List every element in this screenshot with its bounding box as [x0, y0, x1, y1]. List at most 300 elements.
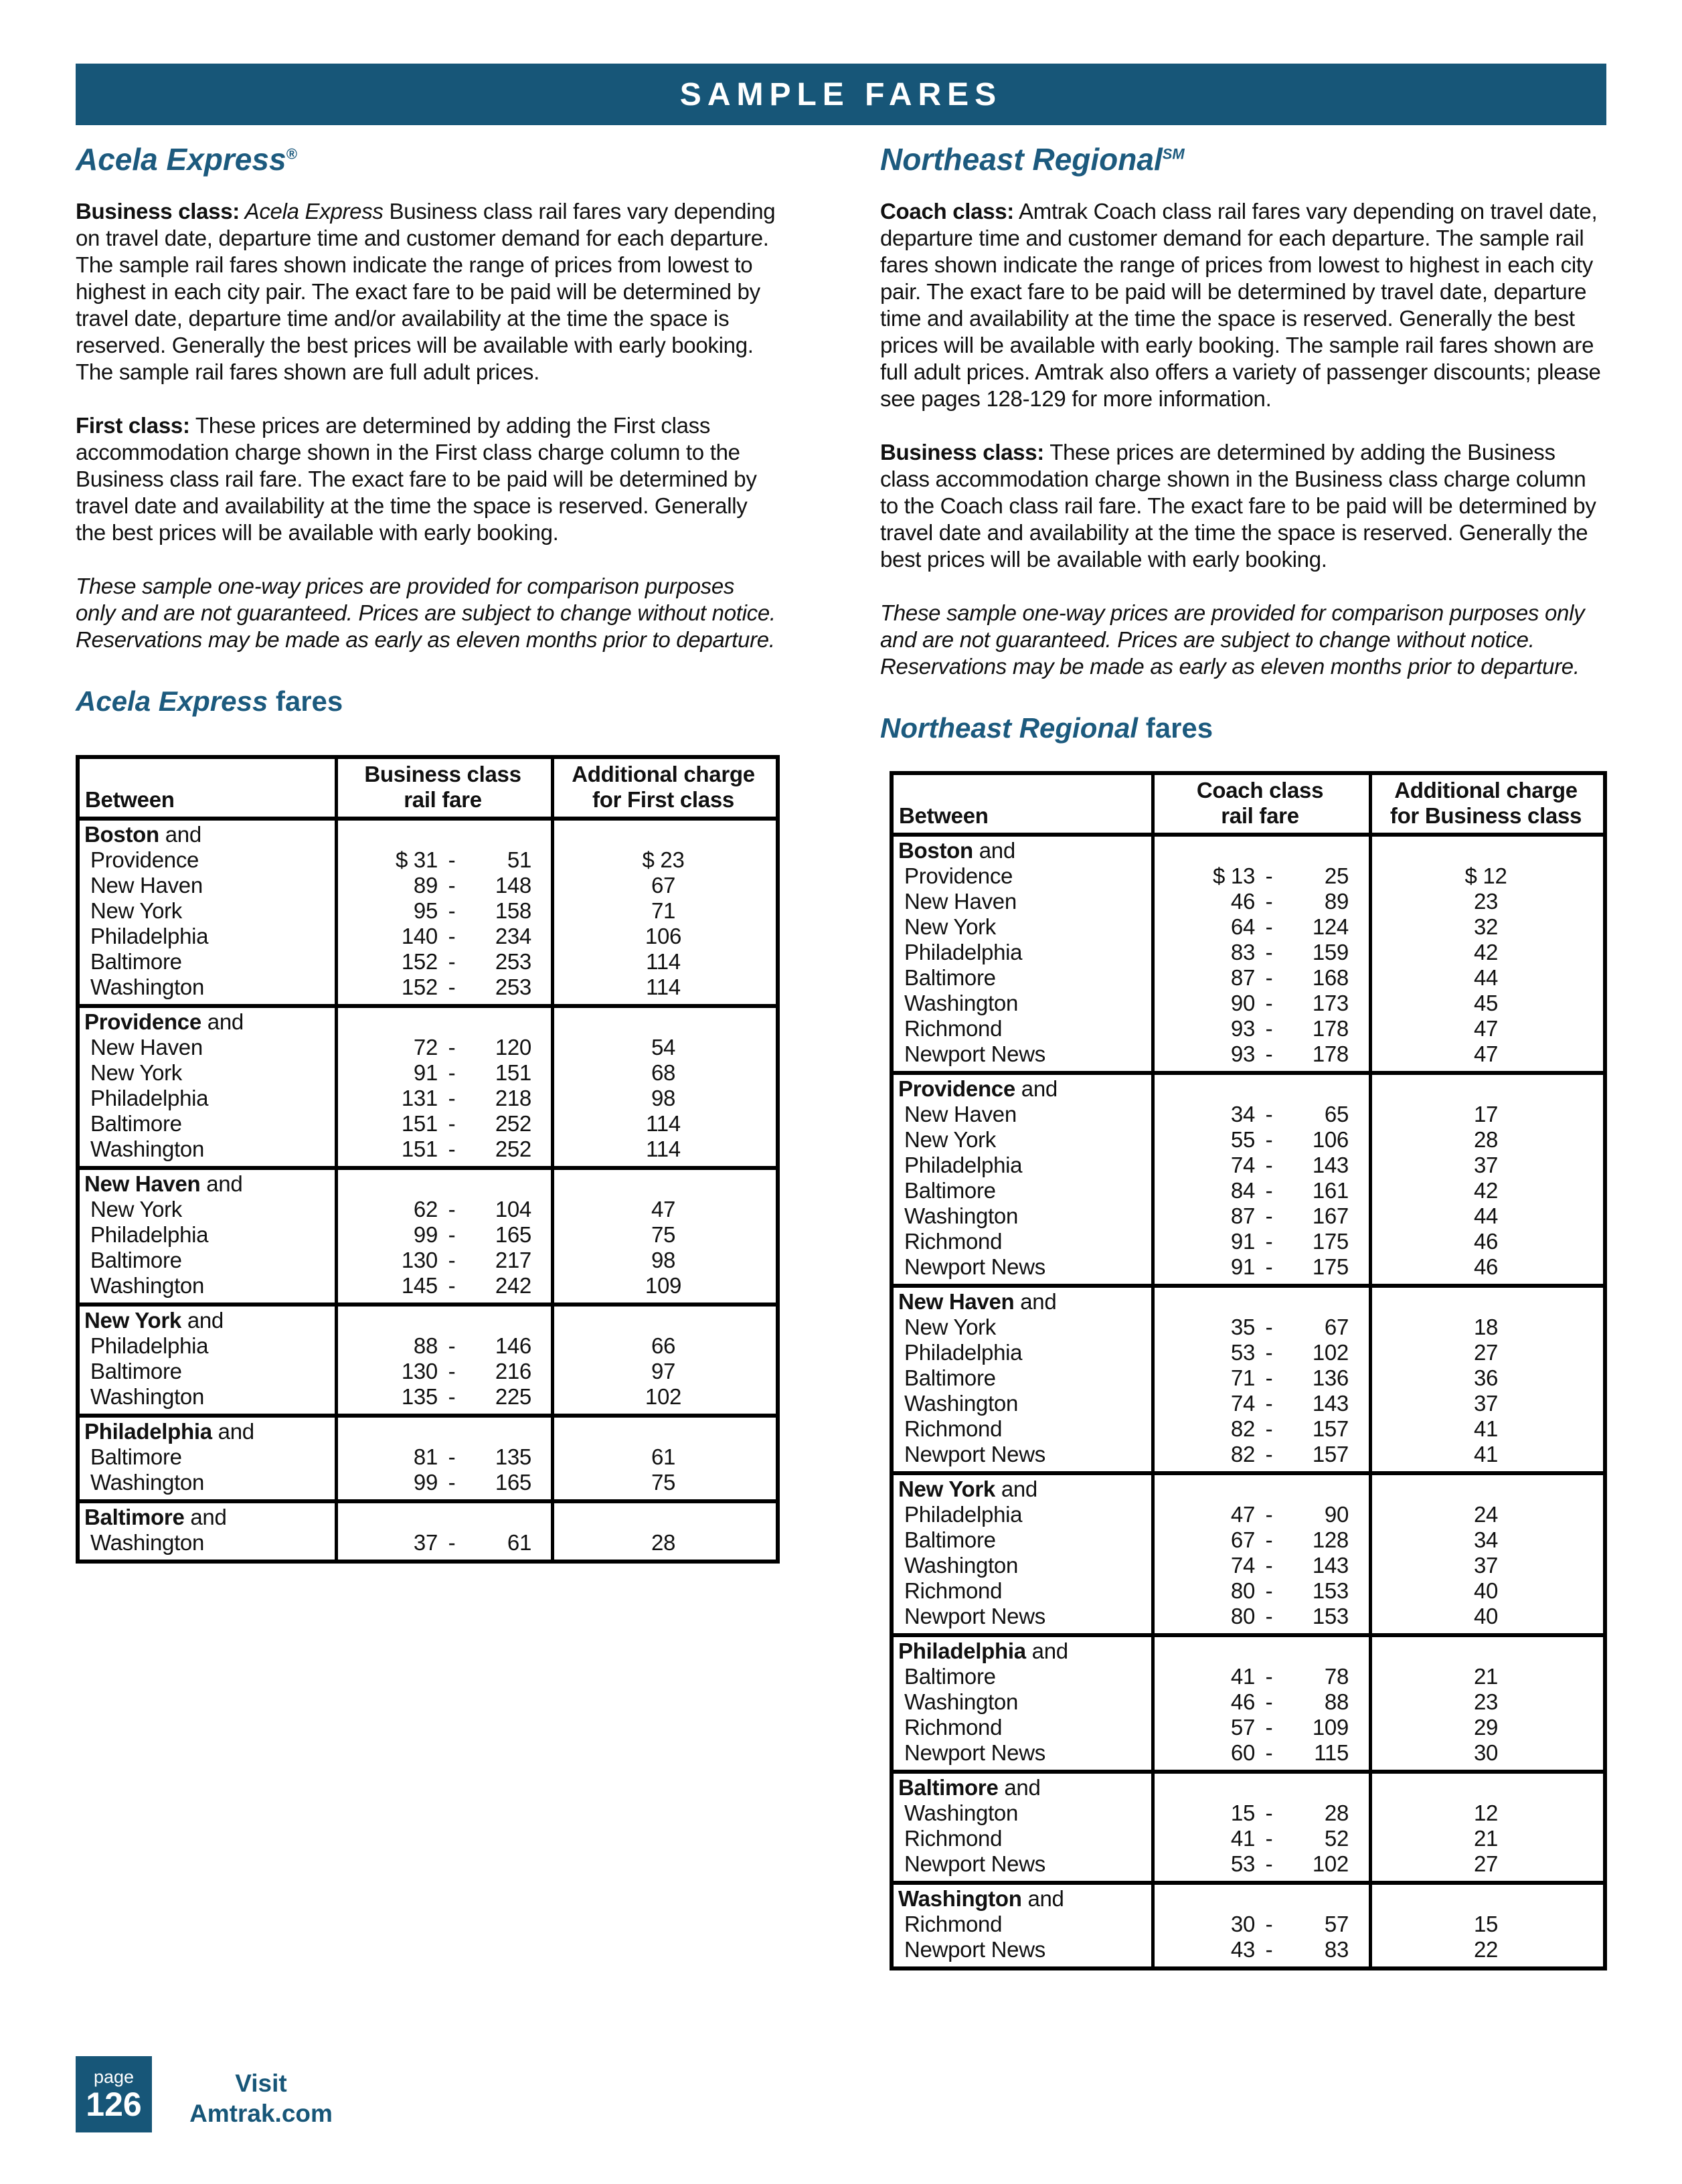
fare-cell: [1151, 838, 1369, 863]
fare-high: 217: [495, 1248, 531, 1272]
fare-high: 52: [1324, 1826, 1349, 1851]
city-cell: Washington: [904, 1800, 1019, 1825]
charge-cell: 40: [1473, 1578, 1499, 1603]
table-row: [894, 1912, 1603, 1937]
fare-low: 62: [413, 1197, 438, 1222]
section-city-label: New York: [84, 1308, 181, 1333]
charge-cell: [551, 1308, 776, 1333]
table-row: [894, 1203, 1603, 1229]
fare-range: [354, 898, 531, 924]
charge-cell: 98: [651, 1086, 676, 1110]
fare-dash: -: [1265, 1826, 1273, 1851]
fare-range: [1171, 1229, 1349, 1254]
paragraph-italic: Acela Express: [239, 199, 384, 224]
fare-range: [1171, 1689, 1349, 1715]
regional-business-class-paragraph: [880, 439, 1607, 573]
charge-cell: 30: [1473, 1740, 1499, 1765]
charge-cell: 97: [651, 1359, 676, 1383]
fare-range: [354, 1222, 531, 1248]
fare-cell: [335, 1444, 551, 1470]
fare-dash: -: [1265, 1365, 1273, 1390]
city-cell: Washington: [904, 1391, 1019, 1416]
fare-range: [1171, 1016, 1349, 1041]
fare-cell: [1151, 1127, 1369, 1153]
acela-first-class-paragraph: [76, 412, 780, 546]
fare-low: 151: [401, 1111, 438, 1136]
amtrak-url-text: Amtrak.com: [189, 2100, 333, 2127]
fare-range: [1171, 991, 1349, 1016]
fare-range: [1171, 1365, 1349, 1391]
fare-cell: [1151, 1289, 1369, 1315]
fare-high: 136: [1312, 1365, 1349, 1390]
fare-cell: [1151, 1365, 1369, 1391]
fare-low: 34: [1230, 1102, 1255, 1126]
city-cell: Newport News: [904, 1937, 1045, 1962]
section-city-label: New Haven: [898, 1289, 1015, 1314]
fare-low: 15: [1230, 1800, 1255, 1825]
city-cell: Baltimore: [90, 1111, 182, 1136]
fare-dash: -: [448, 924, 456, 948]
table-row: [80, 1111, 776, 1137]
fare-range: [354, 847, 531, 873]
city-cell: Newport News: [904, 1604, 1045, 1628]
fare-cell: [1151, 1664, 1369, 1689]
table-row: [894, 1604, 1603, 1629]
column-header-fare: [1151, 775, 1369, 833]
table-section: [894, 1881, 1603, 1966]
fare-low: 130: [401, 1359, 438, 1383]
fare-cell: [335, 1137, 551, 1162]
charge-cell: 21: [1473, 1826, 1499, 1851]
table-row: [894, 1340, 1603, 1365]
fare-cell: [335, 847, 551, 873]
fare-low: 91: [413, 1060, 438, 1085]
fare-cell: [1151, 1203, 1369, 1229]
fare-low: 90: [1230, 991, 1255, 1015]
fare-high: 242: [495, 1273, 531, 1298]
fare-dash: -: [1265, 1851, 1273, 1876]
acela-express-heading: [76, 142, 780, 177]
fare-low: 80: [1230, 1604, 1255, 1628]
table-row: [80, 847, 776, 873]
section-city-label: Baltimore: [84, 1505, 185, 1529]
table-row: [80, 1384, 776, 1410]
paragraph-lead: Coach class:: [880, 199, 1014, 224]
paragraph-text: Amtrak Coach class rail fares vary depending on travel date, departure time and customer demand for each departure. The sample rail fares shown indicate the range of prices from lowest to highest in each city pair. The exact fare to be paid will be determined by travel date, departure time and availability at the time the space is reserved. Generally the best prices will be available with early booking. The sample rail fares shown are full adult prices. Amtrak also offers a variety of passenger discounts; please see pages 128-129 for more information.: [880, 199, 1601, 411]
city-cell: New York: [90, 898, 183, 923]
column-header-fare: [335, 759, 551, 817]
fare-cell: [335, 822, 551, 847]
fare-cell: [335, 1470, 551, 1495]
charge-cell: 114: [646, 1111, 681, 1136]
column-header-line: Additional charge: [572, 762, 755, 786]
section-and-label: and: [1025, 1639, 1068, 1663]
section-city-label: Boston: [84, 822, 159, 847]
section-and-label: and: [998, 1775, 1041, 1800]
table-row: [80, 1248, 776, 1273]
fare-dash: -: [448, 1333, 456, 1358]
charge-cell: 15: [1473, 1912, 1499, 1936]
page-number-badge: [76, 2056, 152, 2132]
fare-high: 175: [1312, 1229, 1349, 1254]
city-cell: New Haven: [90, 1035, 203, 1060]
table-row: [894, 1254, 1603, 1280]
table-row: [894, 1664, 1603, 1689]
fare-range: [1171, 1502, 1349, 1527]
table-row: [80, 1086, 776, 1111]
fare-high: 90: [1324, 1502, 1349, 1527]
fare-low: 53: [1230, 1851, 1255, 1876]
city-cell: Richmond: [904, 1416, 1003, 1441]
city-cell: [80, 1009, 335, 1035]
table-row: [894, 889, 1603, 914]
charge-cell: 68: [651, 1060, 676, 1085]
fare-dash: -: [1265, 1203, 1273, 1228]
fare-range: [1171, 1442, 1349, 1467]
fare-cell: [335, 1197, 551, 1222]
fare-high: 102: [1312, 1851, 1349, 1876]
fare-dash: -: [1265, 1800, 1273, 1825]
fare-range: [354, 1086, 531, 1111]
city-cell: Washington: [904, 1553, 1019, 1578]
fare-low: 55: [1230, 1127, 1255, 1152]
charge-cell: [1369, 1477, 1603, 1502]
fare-cell: [1151, 1715, 1369, 1740]
fare-high: 135: [495, 1444, 531, 1469]
table-row: [80, 924, 776, 949]
table-row: [80, 898, 776, 924]
fare-range: [1171, 1315, 1349, 1340]
fare-cell: [1151, 1076, 1369, 1102]
fare-cell: [1151, 940, 1369, 965]
charge-cell: 75: [651, 1470, 676, 1495]
fare-range: [1171, 940, 1349, 965]
table-section-header-row: [80, 1009, 776, 1035]
city-cell: New York: [904, 914, 997, 939]
fare-range: [354, 924, 531, 949]
fare-dash: -: [1265, 965, 1273, 990]
fare-low: 30: [1230, 1912, 1255, 1936]
table-row: [894, 1937, 1603, 1962]
city-cell: [80, 1505, 335, 1530]
section-and-label: and: [181, 1308, 224, 1333]
fare-low: 87: [1230, 1203, 1255, 1228]
fare-range: [354, 975, 531, 1000]
fare-cell: [1151, 1826, 1369, 1851]
table-row: [80, 1530, 776, 1556]
city-cell: [80, 1171, 335, 1197]
fare-dash: -: [1265, 1102, 1273, 1126]
fare-range: [354, 1197, 531, 1222]
fare-range: [1171, 1740, 1349, 1766]
table-section-header-row: [894, 1076, 1603, 1102]
fare-high: 161: [1312, 1178, 1349, 1203]
fare-high: 253: [495, 975, 531, 999]
fare-range: [354, 1248, 531, 1273]
fare-dash: -: [448, 1248, 456, 1272]
table-row: [894, 1229, 1603, 1254]
charge-cell: [551, 1009, 776, 1035]
city-cell: New York: [90, 1060, 183, 1085]
charge-cell: 32: [1473, 914, 1499, 939]
charge-cell: [1369, 1886, 1603, 1912]
fare-low: 151: [401, 1137, 438, 1161]
fare-range: [1171, 863, 1349, 889]
city-cell: New Haven: [904, 889, 1017, 914]
table-heading-name: Northeast Regional: [880, 712, 1139, 744]
city-cell: Newport News: [904, 1254, 1045, 1279]
acela-fares-table-heading: [76, 685, 780, 718]
city-cell: Richmond: [904, 1912, 1003, 1936]
charge-cell: 41: [1473, 1442, 1499, 1466]
fare-high: 218: [495, 1086, 531, 1110]
fare-low: 80: [1230, 1578, 1255, 1603]
fare-cell: [335, 1222, 551, 1248]
column-header-charge: [1369, 775, 1603, 833]
fare-dash: -: [1265, 1340, 1273, 1365]
city-cell: Philadelphia: [904, 1340, 1023, 1365]
table-section-header-row: [894, 1886, 1603, 1912]
city-cell: Philadelphia: [904, 940, 1023, 964]
table-row: [894, 1416, 1603, 1442]
table-row: [80, 1197, 776, 1222]
table-row: [894, 1041, 1603, 1067]
fare-high: 158: [495, 898, 531, 923]
fare-low: 60: [1230, 1740, 1255, 1765]
fare-high: 157: [1312, 1442, 1349, 1466]
charge-cell: 45: [1473, 991, 1499, 1015]
fare-low: 82: [1230, 1442, 1255, 1466]
fare-high: 225: [495, 1384, 531, 1409]
table-row: [894, 1715, 1603, 1740]
fare-range: [1171, 1800, 1349, 1826]
fare-range: [1171, 1851, 1349, 1877]
fare-dash: -: [448, 949, 456, 974]
fare-high: 253: [495, 949, 531, 974]
fare-high: 106: [1312, 1127, 1349, 1152]
fare-range: [354, 1470, 531, 1495]
fare-cell: [1151, 1851, 1369, 1877]
charge-cell: 46: [1473, 1254, 1499, 1279]
charge-cell: 47: [1473, 1016, 1499, 1041]
fare-low: $ 31: [395, 847, 438, 872]
fare-range: [1171, 914, 1349, 940]
charge-cell: 66: [651, 1333, 676, 1358]
charge-cell: 54: [651, 1035, 676, 1060]
charge-cell: $ 23: [642, 847, 685, 872]
regional-coach-class-paragraph: [880, 198, 1607, 412]
fare-cell: [335, 1273, 551, 1298]
column-header-line: for First class: [592, 787, 734, 812]
city-cell: Richmond: [904, 1578, 1003, 1603]
table-row: [894, 991, 1603, 1016]
section-city-label: Washington: [898, 1886, 1022, 1911]
fare-cell: [1151, 991, 1369, 1016]
fare-dash: -: [448, 898, 456, 923]
charge-cell: 114: [646, 949, 681, 974]
fare-low: 91: [1230, 1254, 1255, 1279]
charge-cell: 67: [651, 873, 676, 898]
fare-range: [354, 1035, 531, 1060]
city-cell: New Haven: [90, 873, 203, 898]
charge-cell: 34: [1473, 1527, 1499, 1552]
table-row: [80, 1137, 776, 1162]
city-cell: Newport News: [904, 1442, 1045, 1466]
fare-cell: [1151, 1477, 1369, 1502]
fare-cell: [335, 1086, 551, 1111]
table-row: [80, 1470, 776, 1495]
fare-cell: [1151, 914, 1369, 940]
fare-low: 74: [1230, 1391, 1255, 1416]
paragraph-lead: First class:: [76, 413, 190, 438]
fare-dash: -: [1265, 1153, 1273, 1177]
column-header-line: Business class: [364, 762, 521, 786]
charge-cell: 18: [1473, 1315, 1499, 1339]
fare-cell: [1151, 1416, 1369, 1442]
column-header-line: Additional charge: [1394, 778, 1578, 803]
fare-cell: [335, 1009, 551, 1035]
fare-high: 216: [495, 1359, 531, 1383]
fare-dash: -: [1265, 1041, 1273, 1066]
charge-cell: 47: [651, 1197, 676, 1222]
table-column-divider: [1151, 775, 1155, 1966]
city-cell: Providence: [90, 847, 199, 872]
fare-cell: [335, 1035, 551, 1060]
city-cell: Baltimore: [90, 1444, 182, 1469]
charge-cell: 40: [1473, 1604, 1499, 1628]
charge-cell: [1369, 1289, 1603, 1315]
table-row: [80, 1222, 776, 1248]
fare-range: [1171, 1178, 1349, 1203]
fare-range: [1171, 1102, 1349, 1127]
charge-cell: $ 12: [1464, 863, 1507, 888]
acela-disclaimer-paragraph: These sample one-way prices are provided for comparison purposes only and are not guaranteed. Prices are subject to change without notice. Reservations may be made as early as eleven months prior to departure.: [76, 574, 776, 652]
city-cell: Richmond: [904, 1826, 1003, 1851]
fare-dash: -: [448, 1444, 456, 1469]
visit-amtrak-note: [167, 2068, 355, 2128]
section-and-label: and: [1021, 1886, 1064, 1911]
city-cell: Philadelphia: [90, 1222, 209, 1247]
table-row: [894, 1365, 1603, 1391]
fare-high: 88: [1324, 1689, 1349, 1714]
table-section: [80, 1166, 776, 1303]
city-cell: [894, 1639, 1151, 1664]
table-section-header-row: [894, 1289, 1603, 1315]
section-and-label: and: [1015, 1076, 1058, 1101]
charge-cell: 37: [1473, 1391, 1499, 1416]
fare-dash: -: [1265, 1740, 1273, 1765]
city-cell: Newport News: [904, 1041, 1045, 1066]
city-cell: Newport News: [904, 1851, 1045, 1876]
column-header-charge: [551, 759, 776, 817]
fare-range: [354, 1273, 531, 1298]
table-row: [894, 1178, 1603, 1203]
fare-cell: [335, 1111, 551, 1137]
fare-dash: -: [1265, 1578, 1273, 1603]
city-cell: Richmond: [904, 1715, 1003, 1740]
fare-range: [354, 1530, 531, 1556]
fare-low: 88: [413, 1333, 438, 1358]
fare-dash: -: [1265, 1715, 1273, 1740]
city-cell: [894, 1076, 1151, 1102]
paragraph-lead: Business class:: [76, 199, 240, 224]
fare-range: [1171, 1937, 1349, 1962]
city-cell: New York: [904, 1315, 997, 1339]
fare-low: 89: [413, 873, 438, 898]
city-cell: Baltimore: [904, 1527, 996, 1552]
fare-dash: -: [1265, 1127, 1273, 1152]
section-city-label: Baltimore: [898, 1775, 999, 1800]
table-row: [894, 1800, 1603, 1826]
table-row: [894, 1826, 1603, 1851]
fare-cell: [335, 898, 551, 924]
charge-cell: 17: [1473, 1102, 1499, 1126]
regional-fares-table-heading: [880, 712, 1607, 744]
fare-cell: [1151, 1502, 1369, 1527]
charge-cell: 28: [651, 1530, 676, 1555]
table-section-header-row: [80, 1419, 776, 1444]
table-row: [894, 1315, 1603, 1340]
fare-high: 143: [1312, 1153, 1349, 1177]
fare-cell: [335, 975, 551, 1000]
fare-cell: [1151, 1178, 1369, 1203]
fare-cell: [1151, 1775, 1369, 1800]
charge-cell: 29: [1473, 1715, 1499, 1740]
charge-cell: 28: [1473, 1127, 1499, 1152]
fare-cell: [1151, 1527, 1369, 1553]
fare-cell: [335, 1171, 551, 1197]
fare-low: 82: [1230, 1416, 1255, 1441]
fare-range: [1171, 1153, 1349, 1178]
charge-cell: 24: [1473, 1502, 1499, 1527]
fare-high: 124: [1312, 914, 1349, 939]
table-column-divider: [551, 759, 554, 1560]
page-number: 126: [86, 2086, 142, 2123]
charge-cell: 37: [1473, 1553, 1499, 1578]
fare-low: 41: [1230, 1664, 1255, 1689]
fare-range: [1171, 1664, 1349, 1689]
fare-dash: -: [448, 873, 456, 898]
city-cell: [80, 1308, 335, 1333]
table-section: [80, 1414, 776, 1499]
section-and-label: and: [184, 1505, 227, 1529]
fare-high: 143: [1312, 1391, 1349, 1416]
fare-low: 95: [413, 898, 438, 923]
regional-disclaimer-paragraph: These sample one-way prices are provided for comparison purposes only and are not guaranteed. Prices are subject to change without notice. Reservations may be made as early as eleven months prior to departure.: [880, 600, 1585, 679]
fare-high: 51: [507, 847, 531, 872]
paragraph-text: Business class rail fares vary depending on travel date, departure time and customer demand for each departure. The sample rail fares shown indicate the range of prices from lowest to highest in each city pair. The exact fare to be paid will be determined by travel date, departure time and/or availability at the time the space is reserved. Generally the best prices will be available with early booking. The sample rail fares shown are full adult prices.: [76, 199, 776, 384]
table-row: [894, 1527, 1603, 1553]
charge-cell: 27: [1473, 1340, 1499, 1365]
fare-low: 83: [1230, 940, 1255, 964]
fare-dash: -: [448, 847, 456, 872]
fare-high: 28: [1324, 1800, 1349, 1825]
fare-cell: [335, 873, 551, 898]
fare-dash: -: [1265, 1553, 1273, 1578]
fare-high: 83: [1324, 1937, 1349, 1962]
fare-low: 41: [1230, 1826, 1255, 1851]
charge-cell: [1369, 1639, 1603, 1664]
city-cell: New Haven: [904, 1102, 1017, 1126]
fare-range: [354, 1137, 531, 1162]
charge-cell: 44: [1473, 965, 1499, 990]
sample-fares-banner: [76, 64, 1606, 125]
table-row: [894, 1553, 1603, 1578]
table-section: [894, 1284, 1603, 1471]
table-section: [894, 1071, 1603, 1284]
charge-cell: 114: [646, 975, 681, 999]
city-cell: Washington: [90, 1384, 205, 1409]
